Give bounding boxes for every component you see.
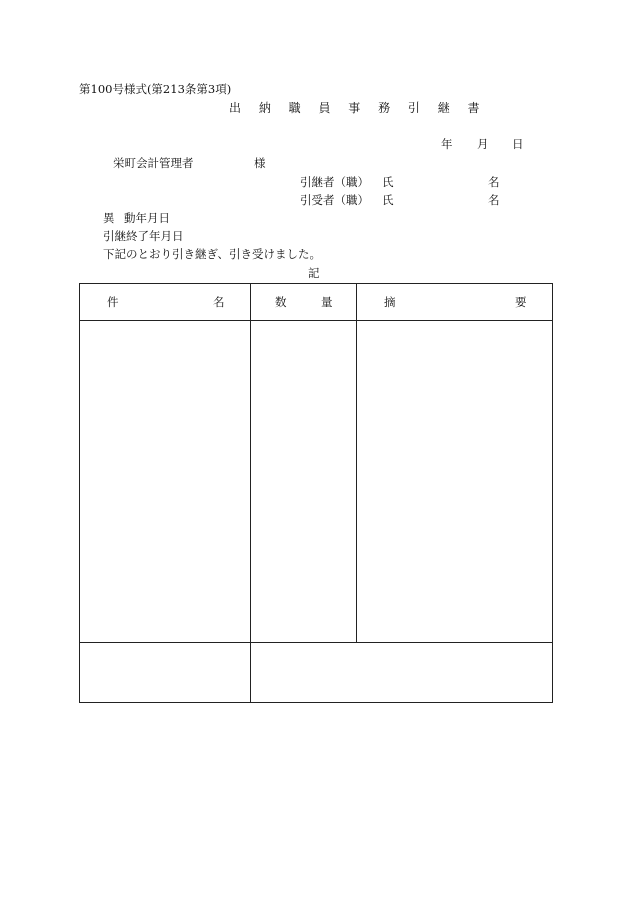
date-day: 日 [512, 137, 524, 151]
header-item-a: 件 [107, 295, 119, 309]
transferee-label: 引受者（職） [300, 193, 369, 207]
header-remarks-a: 摘 [384, 295, 396, 309]
cell-remarks[interactable] [357, 321, 553, 643]
transfer-date-b: 動年月日 [124, 211, 170, 225]
table-body-row [80, 321, 553, 643]
header-quantity-b: 量 [321, 295, 333, 309]
honorific: 様 [254, 156, 266, 170]
statement: 下記のとおり引き継ぎ、引き受けました。 [103, 247, 322, 261]
form-number: 第100号様式(第213条第3項) [79, 82, 232, 96]
header-remarks-b: 要 [515, 295, 527, 309]
cell-quantity[interactable] [251, 321, 357, 643]
footer-left-cell[interactable] [80, 643, 251, 703]
transferee-shi: 氏 [382, 193, 394, 207]
document-title: 出 納 職 員 事 務 引 継 書 [229, 101, 487, 115]
date-year: 年 [441, 137, 453, 151]
handover-table [79, 283, 553, 703]
transferor-label: 引継者（職） [300, 175, 369, 189]
date-month: 月 [477, 137, 489, 151]
header-item-b: 名 [213, 295, 225, 309]
header-remarks [357, 284, 553, 321]
transfer-date-a: 異 [103, 211, 115, 225]
header-item-name [80, 284, 251, 321]
header-quantity-a: 数 [275, 295, 287, 309]
cell-item-name[interactable] [80, 321, 251, 643]
table-footer-row [80, 643, 553, 703]
transferor-shi: 氏 [382, 175, 394, 189]
footer-right-cell[interactable] [251, 643, 553, 703]
transferor-mei: 名 [488, 175, 500, 189]
ki-label: 記 [308, 266, 320, 280]
addressee: 栄町会計管理者 [113, 156, 194, 170]
transferee-mei: 名 [488, 193, 500, 207]
header-quantity [251, 284, 357, 321]
completion-date: 引継終了年月日 [103, 229, 184, 243]
table-header-row [80, 284, 553, 321]
